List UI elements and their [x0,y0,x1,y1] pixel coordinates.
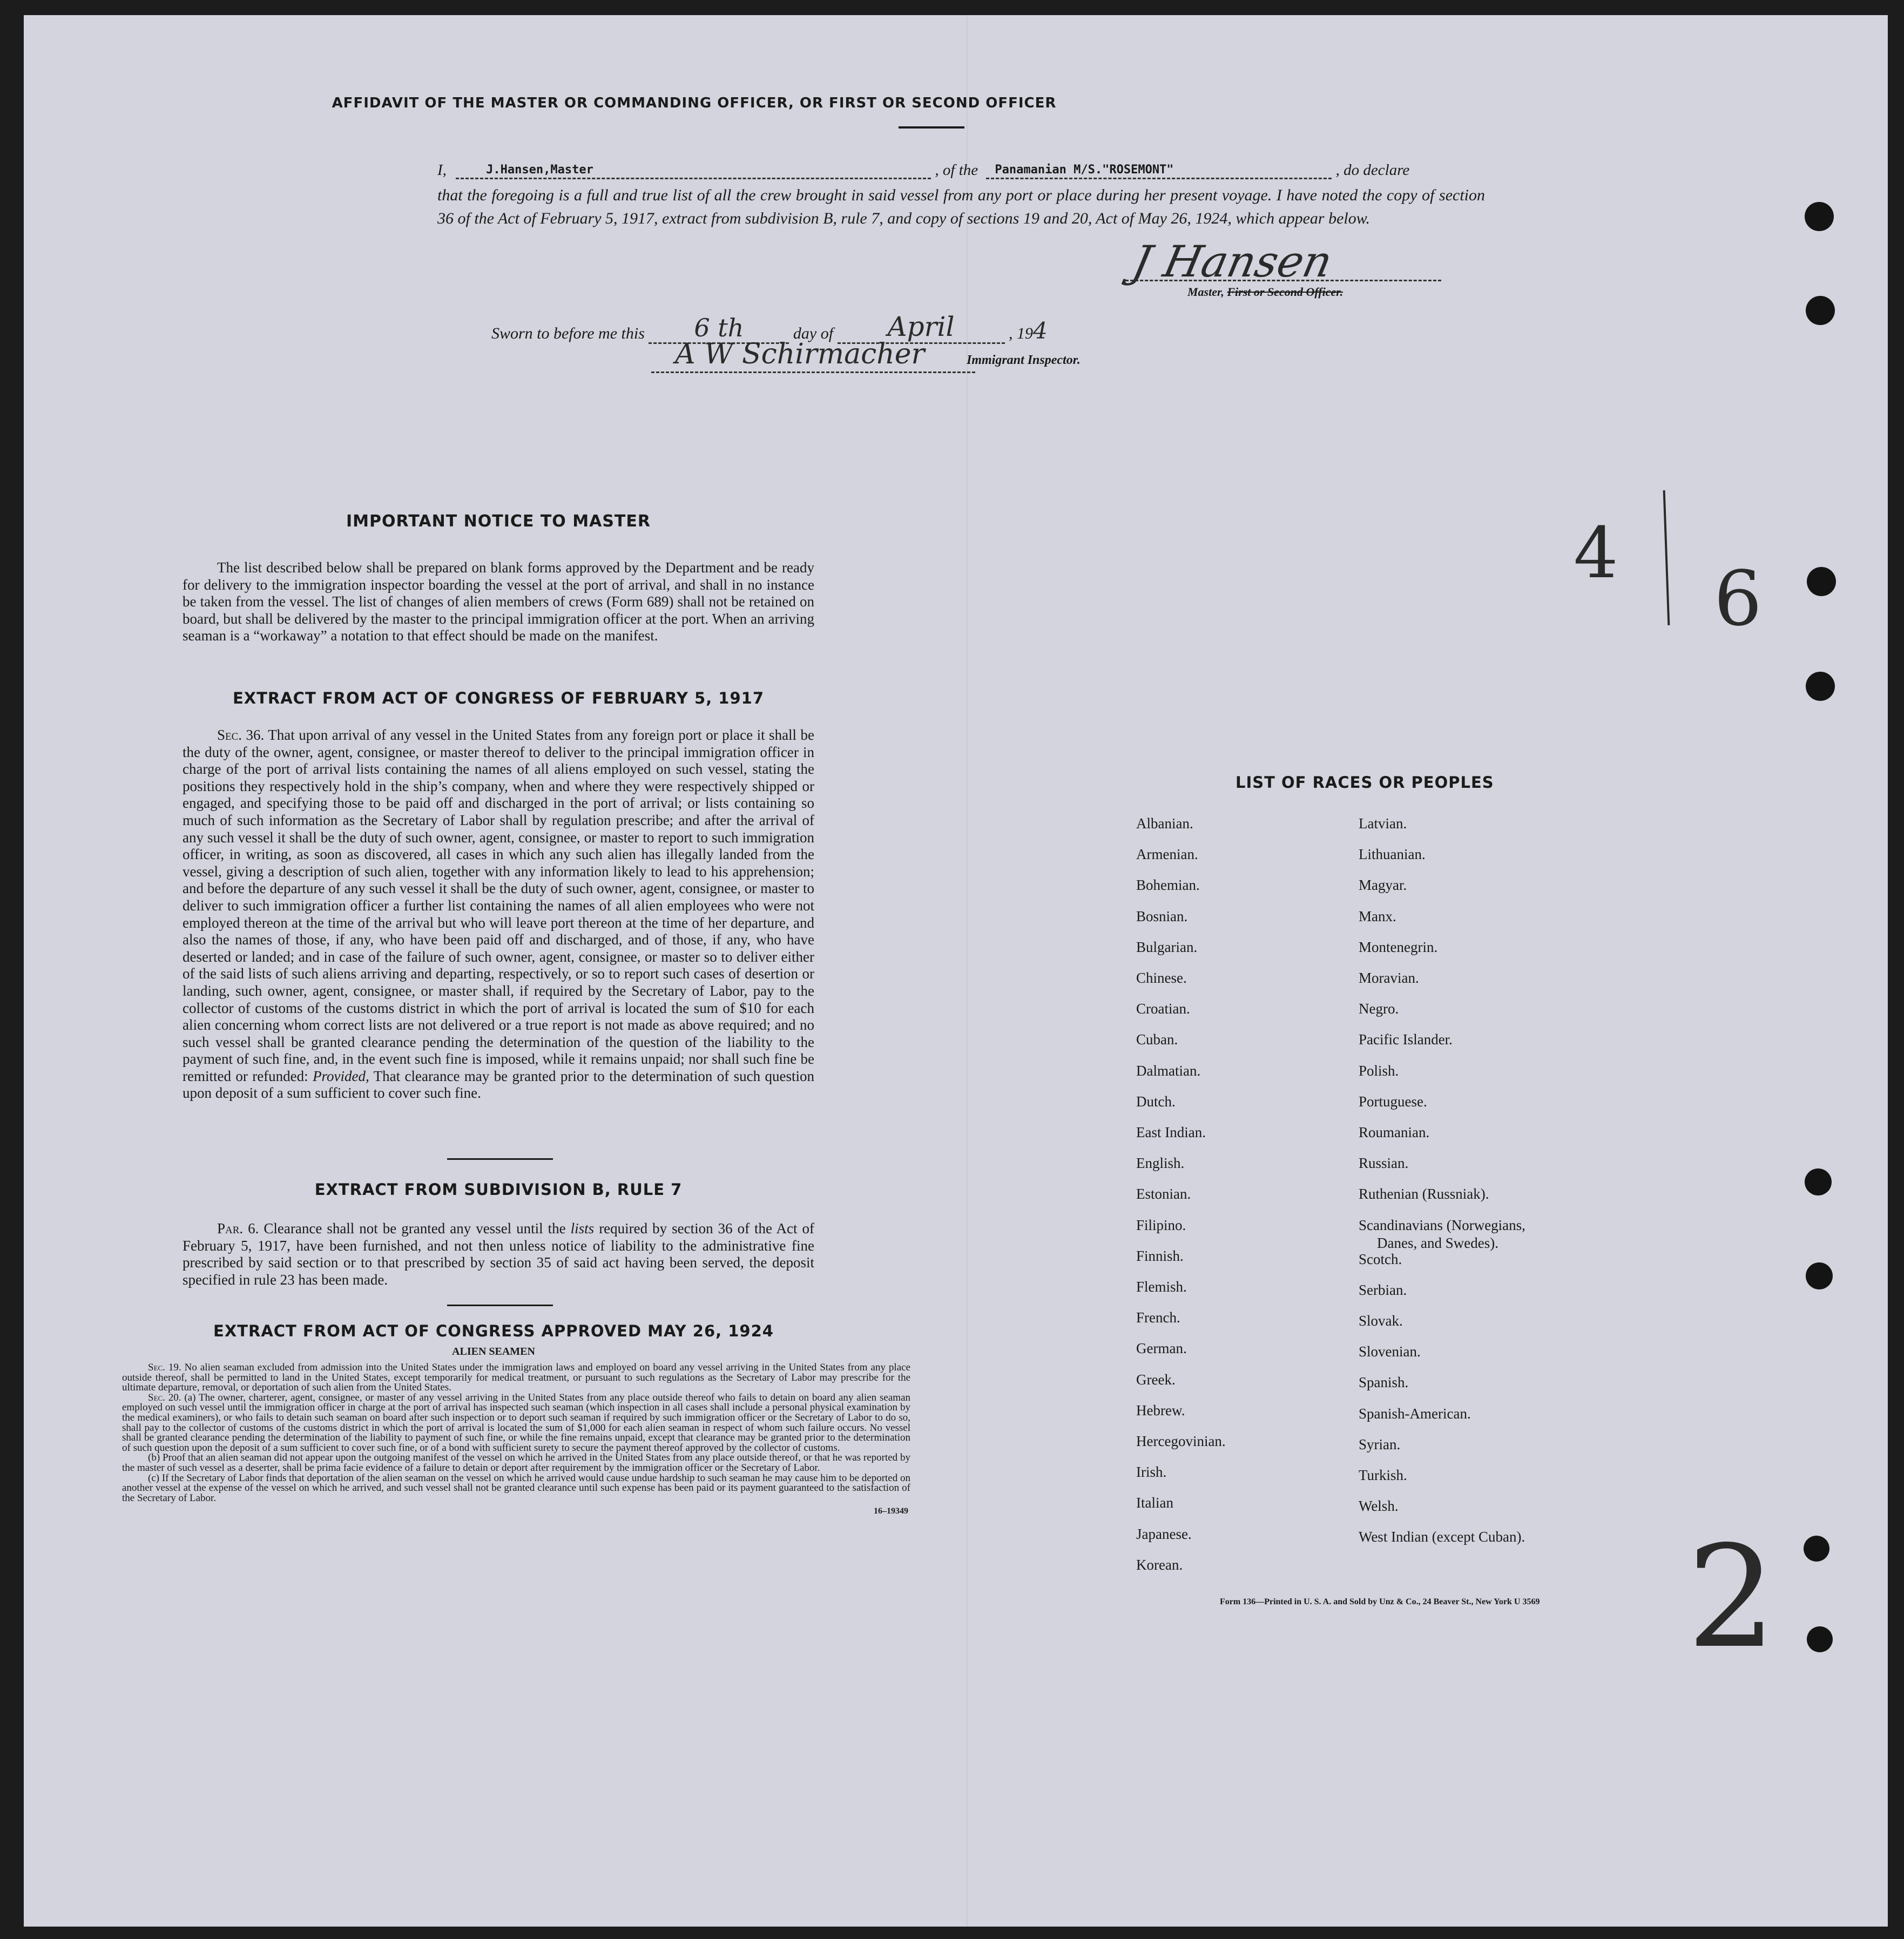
race-item: Lithuanian. [1359,846,1426,863]
inspector-signature-line [651,338,975,373]
vessel-field [986,160,1332,179]
race-item: Ruthenian (Russniak). [1359,1186,1489,1202]
day-value: 6 th [694,313,744,342]
sec20a-paragraph [122,1393,910,1454]
race-item: Magyar. [1359,877,1407,894]
sec20-label: Sec. 20. [148,1391,181,1403]
sworn-label: Sworn to before me this [491,325,645,342]
binding-hole [1807,567,1836,596]
race-item: Estonian. [1136,1186,1191,1202]
race-item: Cuban. [1136,1031,1178,1048]
fraction-slash [1663,490,1670,625]
i-label: I, [437,161,447,179]
race-item: Armenian. [1136,846,1198,863]
race-item: Chinese. [1136,970,1187,986]
sec36-text-end: That clearance may be granted prior to the determination of such question upon deposit of a sum sufficient to cover such fine. [183,1068,815,1102]
lists-word: lists [570,1220,595,1237]
race-item: Slovenian. [1359,1343,1421,1360]
alien-seamen-subtitle: ALIEN SEAMEN [452,1346,535,1357]
race-item: Moravian. [1359,970,1419,986]
extract-1917-body [183,727,814,1102]
race-item: Bulgarian. [1136,938,1198,955]
rule7-text-a: Clearance shall not be granted any vessel until the [264,1220,566,1237]
master-signature: J Hansen [1128,237,1337,287]
form-footer: Form 136—Printed in U. S. A. and Sold by Unz & Co., 24 Beaver St., New York U 3569 [1220,1597,1540,1606]
race-item: Latvian. [1359,815,1407,832]
race-item: French. [1136,1309,1180,1326]
master-name: J.Hansen,Master [486,163,593,177]
race-item: Croatian. [1136,1001,1190,1017]
sec19-label: Sec. 19. [148,1362,181,1373]
race-item: Scotch. [1359,1251,1402,1267]
sec19-text: No alien seaman excluded from admission into the United States under the immigration laws and employed on board any vessel arriving in the United States from any place outside thereof, shall be permitted to land in the United States, except temporarily for medical treatment, or pursuant to such regulations as the Secretary of Labor may prescribe for the ultimate departure, removal, or deportation of such alien from the United States. [122,1362,911,1394]
sec19-paragraph [122,1363,910,1393]
binding-hole [1805,1168,1832,1195]
binding-hole [1804,1536,1829,1562]
sec20c-paragraph: (c) If the Secretary of Labor finds that deportation of the alien seaman on the vessel on which he arrived would cause undue hardship to such seaman he may cause him to be deported on another vessel at the expense of the vessel on which he arrived, and such vessel shall not be granted clearance until such expense has been paid or its payment guaranteed to the satisfaction of the Secretary of Labor. [122,1472,910,1504]
binding-hole [1806,672,1835,701]
signer-title-master: Master, [1187,285,1224,299]
race-item: Portuguese. [1359,1093,1427,1110]
sec36-label: Sec. 36. [217,727,265,743]
race-item: Polish. [1359,1062,1399,1079]
extract-1924-title: EXTRACT FROM ACT OF CONGRESS APPROVED MAY 26, 1924 [213,1322,774,1340]
race-item: Dutch. [1136,1093,1176,1110]
rule7-text-b: required by section 36 of the Act of February 5, 1917, have been furnished, and not then unless notice of liability to the administrative fine prescribed by said section or to that prescribed by section 35 of said act having been served, the deposit specified in rule 23 has been made. [183,1220,815,1288]
year-label: , 19 [1009,325,1034,342]
race-item: Italian [1136,1495,1173,1511]
do-declare-label: , do declare [1335,161,1410,179]
title-rule [899,126,964,129]
par6-label: Par. 6. [217,1220,259,1237]
binding-hole [1807,1626,1833,1652]
month-value: April [887,311,955,342]
provided-label: Provided, [313,1068,369,1084]
race-item: Japanese. [1136,1525,1192,1542]
race-item: Hercegovinian. [1136,1433,1226,1449]
inspector-label: Immigrant Inspector. [967,353,1081,367]
race-item: Filipino. [1136,1217,1186,1233]
affidavit-body: that the foregoing is a full and true list of all the crew brought in said vessel from any port or place during her present voyage. I have noted the copy of section 36 of the Act of February 5, 1917, extract from subdivision B, rule 7, and copy of sections 19 and 20, Act of May 26, 1924, which appear below. [437,186,1485,227]
race-item: Finnish. [1136,1247,1184,1264]
rule7-body [183,1220,814,1288]
inspector-signature: A W Schirmacher [675,338,925,370]
race-item: West Indian (except Cuban). [1359,1529,1525,1545]
binding-hole [1806,1262,1833,1289]
race-item: Bosnian. [1136,908,1188,924]
race-item: Welsh. [1359,1498,1399,1515]
race-item: Turkish. [1359,1467,1407,1483]
sec36-text: That upon arrival of any vessel in the United States from any foreign port or place it shall be the duty of the owner, agent, consignee, or master thereof to deliver to the principal immigration officer in charge of the port of arrival lists containing the names of all aliens employed on such vessel, stating the positions they respectively hold in the ship’s company, when and where they were respectively shipped or engaged, and specifying those to be paid off and discharged in the port of arrival; or lists containing so much of such information as the Secretary of Labor shall by regulation prescribe; and after the arrival of any such vessel it shall be the duty of such owner, agent, consignee, or master to report to such immigration officer, in writing, as soon as discovered, all cases in which any such alien has illegally landed from the vessel, giving a description of such alien, together with any information likely to lead to his apprehension; and before the departure of any such vessel it shall be the duty of such owner, agent, consignee, or master to deliver to such immigration officer a further list containing the names of all alien employees who were not employed thereon at the time of the arrival but who will leave port thereon at the time of her departure, and also the names of those, if any, who have been paid off and discharged, and of those, if any, who have deserted or landed; and in case of the failure of such owner, agent, consignee, or master so to deliver either of the said lists of such aliens arriving and departing, respectively, or so to report such cases of desertion or landing, such owner, agent, consignee, or master shall, if required by the Secretary of Labor, pay to the collector of customs of the customs district in which the port of arrival is located the sum of $10 for each alien concerning whom correct lists are not delivered or a true report is not made as above required; and no such vessel shall be granted clearance pending the determination of the question of the liability to the payment of such fine, and, in the event such fine is imposed, while it remains unpaid; nor shall such fine be remitted or refunded: [183,727,815,1084]
race-item: Pacific Islander. [1359,1031,1453,1048]
page-fold [967,15,968,1927]
race-item: Slovak. [1359,1312,1403,1329]
race-item: Spanish. [1359,1374,1409,1391]
race-item: Bohemian. [1136,877,1200,894]
race-item: Flemish. [1136,1279,1187,1295]
race-item: East Indian. [1136,1124,1206,1140]
extract-1917-title: EXTRACT FROM ACT OF CONGRESS OF FEBRUARY 5, 1917 [232,689,765,707]
signer-title-struck: First or Second Officer. [1227,285,1343,299]
fraction-top: 4 [1574,512,1618,594]
race-item: Albanian. [1136,815,1193,832]
race-item: Montenegrin. [1359,938,1438,955]
extract-1924-body [122,1363,910,1517]
race-item: Roumanian. [1359,1124,1430,1140]
section-rule-2 [447,1305,553,1306]
race-item: Serbian. [1359,1281,1407,1298]
race-item: Russian. [1359,1155,1409,1172]
affidavit-title: AFFIDAVIT OF THE MASTER OR COMMANDING OFFICER, OR FIRST OR SECOND OFFICER [332,95,1057,111]
corner-mark: 2 [1687,1516,1777,1679]
day-of-label: day of [793,325,834,342]
race-item: Negro. [1359,1001,1399,1017]
rule7-title: EXTRACT FROM SUBDIVISION B, RULE 7 [314,1180,683,1199]
race-item: Spanish-American. [1359,1405,1471,1422]
notice-body: The list described below shall be prepared on blank forms approved by the Department and be ready for delivery to the immigration inspector boarding the vessel at the port of arrival, and shall in no instance be taken from the vessel. The list of changes of alien members of crews (Form 689) shall not be retained on board, but shall be delivered by the master to the principal immigration officer at the port. When an arriving seaman is a “workaway” a notation to that effect should be made on the manifest. [183,559,814,644]
signature-line [1125,280,1441,281]
of-the-label: , of the [935,161,978,179]
race-item: Irish. [1136,1464,1167,1481]
fraction-bottom: 6 [1714,555,1763,643]
notice-title: IMPORTANT NOTICE TO MASTER [346,512,651,531]
race-item: Syrian. [1359,1436,1401,1452]
document-page [24,15,1888,1927]
year-value: 4 [1033,317,1048,344]
race-item: Danes, and Swedes). [1377,1235,1498,1252]
race-item: Manx. [1359,908,1396,924]
form-code: 16–19349 [874,1506,908,1516]
races-title: LIST OF RACES OR PEOPLES [1235,773,1494,792]
race-item: Hebrew. [1136,1402,1185,1418]
signer-title [1187,285,1343,299]
affidavit-declaration-line [437,160,1485,179]
vessel-name: Panamanian M/S."ROSEMONT" [995,163,1174,177]
sec20b-paragraph: (b) Proof that an alien seaman did not appear upon the outgoing manifest of the vessel on which he arrived in the United States from any place outside thereof, or that he was reported by the master of such vessel as a deserter, shall be prima facie evidence of a failure to detain or deport after requirement by the immigration officer or the Secretary of Labor. [122,1452,910,1474]
binding-hole [1805,202,1834,231]
master-name-field [456,160,931,179]
sec20a-text: (a) The owner, charterer, agent, consignee, or master of any vessel arriving in the United States from any place outside thereof who fails to detain on board any alien seaman employed on such vessel until the immigration officer in charge at the port of arrival has inspected such seaman (which inspection in all cases shall include a personal physical examination by the medical examiners), or who fails to detain such seaman on board after such inspection or to deport such seaman if required by such immigration officer or the Secretary of Labor to do so, shall pay to the collector of customs of the customs district in which the port of arrival is located the sum of $1,000 for each alien seaman in respect of whom such failure occurs. No vessel shall be granted clearance pending the determination of the liability to payment of such fine, or while the fine remains unpaid, except that clearance may be granted prior to the determination of such question upon the deposit of a sum sufficient to cover such fine, or of a bond with sufficient surety to secure the payment thereof approved by the collector of customs. [122,1391,911,1454]
race-item: Dalmatian. [1136,1062,1201,1079]
race-item: Greek. [1136,1371,1176,1388]
binding-hole [1806,296,1835,325]
race-item: Korean. [1136,1556,1183,1573]
race-item: English. [1136,1155,1185,1172]
race-item: Scandinavians (Norwegians, [1359,1217,1525,1233]
section-rule [447,1158,553,1160]
race-item: German. [1136,1340,1187,1357]
